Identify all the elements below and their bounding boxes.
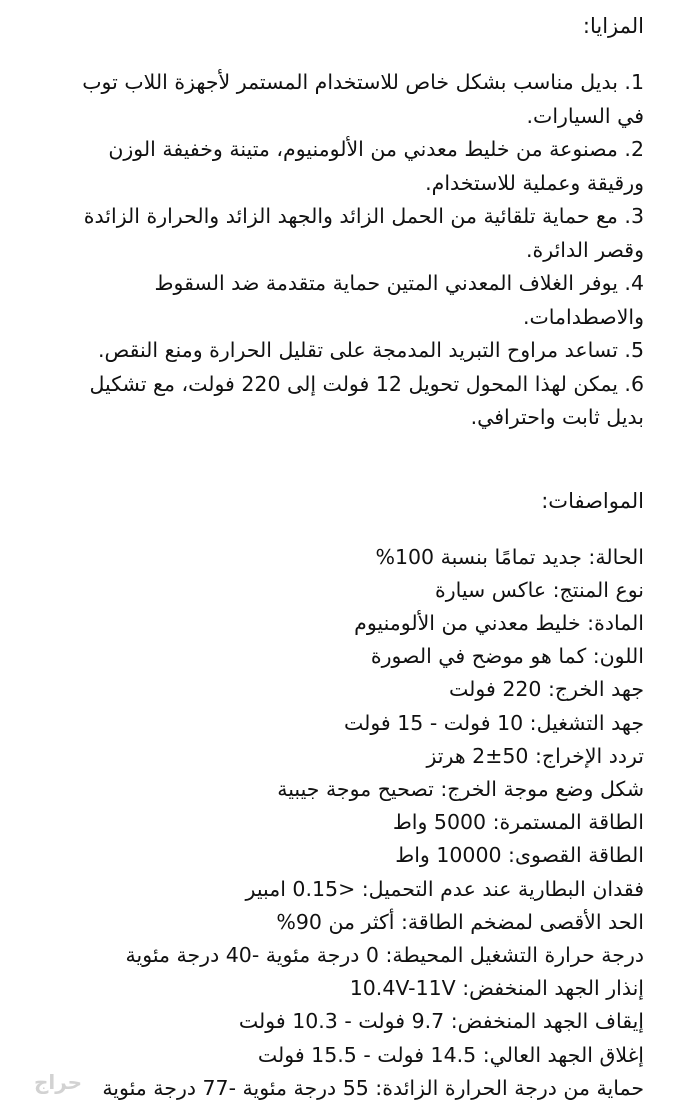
spec-item: إنذار الجهد المنخفض: 10.4V-11V [349,976,644,1001]
features-heading: المزايا: [582,14,644,38]
spec-item: الطاقة القصوى: 10000 واط [395,843,644,868]
features-list [52,66,644,435]
spec-item: نوع المنتج: عاكس سيارة [434,577,644,602]
feature-item: 4. يوفر الغلاف المعدني المتين حماية متقدمة ضد السقوط والاصطدامات. [154,271,644,329]
spec-item: شكل وضع موجة الخرج: تصحيح موجة جيبية [277,776,644,801]
spec-item: درجة حرارة التشغيل المحيطة: 0 درجة مئوية -40 درجة مئوية [125,942,644,967]
feature-item: 5. تساعد مراوح التبريد المدمجة على تقليل الحرارة ومنع النقص. [97,338,644,362]
spec-item: الطاقة المستمرة: 5000 واط [392,810,644,835]
spec-item: إغلاق الجهد العالي: 14.5 فولت - 15.5 فولت [257,1042,644,1067]
spec-item: تردد الإخراج: 50±2 هرتز [426,743,644,768]
spec-item: حماية من درجة الحرارة الزائدة: 55 درجة مئوية -77 درجة مئوية [102,1075,644,1100]
spec-item: جهد التشغيل: 10 فولت - 15 فولت [343,710,644,735]
spec-item: الحد الأقصى لمضخم الطاقة: أكثر من 90% [276,909,644,934]
spec-item: فقدان البطارية عند عدم التحميل: <0.15 امبير [245,876,644,901]
specs-heading: المواصفات: [541,488,644,513]
haraj-logo-watermark-icon [8,1067,108,1097]
feature-item: 6. يمكن لهذا المحول تحويل 12 فولت إلى 220 فولت، مع تشكيل بديل ثابت واحترافي. [89,371,644,429]
feature-item: 2. مصنوعة من خليط معدني من الألومنيوم، متينة وخفيفة الوزن ورقيقة وعملية للاستخدام. [108,137,644,195]
spec-item: جهد الخرج: 220 فولت [449,677,644,702]
specs-list [52,541,644,1105]
spec-item: الحالة: جديد تمامًا بنسبة 100% [375,544,644,569]
feature-item: 1. بديل مناسب بشكل خاص للاستخدام المستمر لأجهزة اللاب توب في السيارات. [82,70,644,128]
svg-text:حراج: حراج [33,1070,83,1094]
feature-item: 3. مع حماية تلقائية من الحمل الزائد والجهد الزائد والحرارة الزائدة وقصر الدائرة. [83,204,644,262]
spec-item: اللون: كما هو موضح في الصورة [370,644,644,669]
spec-item: المادة: خليط معدني من الألومنيوم [354,610,644,635]
spec-item: إيقاف الجهد المنخفض: 9.7 فولت - 10.3 فولت [238,1009,644,1034]
